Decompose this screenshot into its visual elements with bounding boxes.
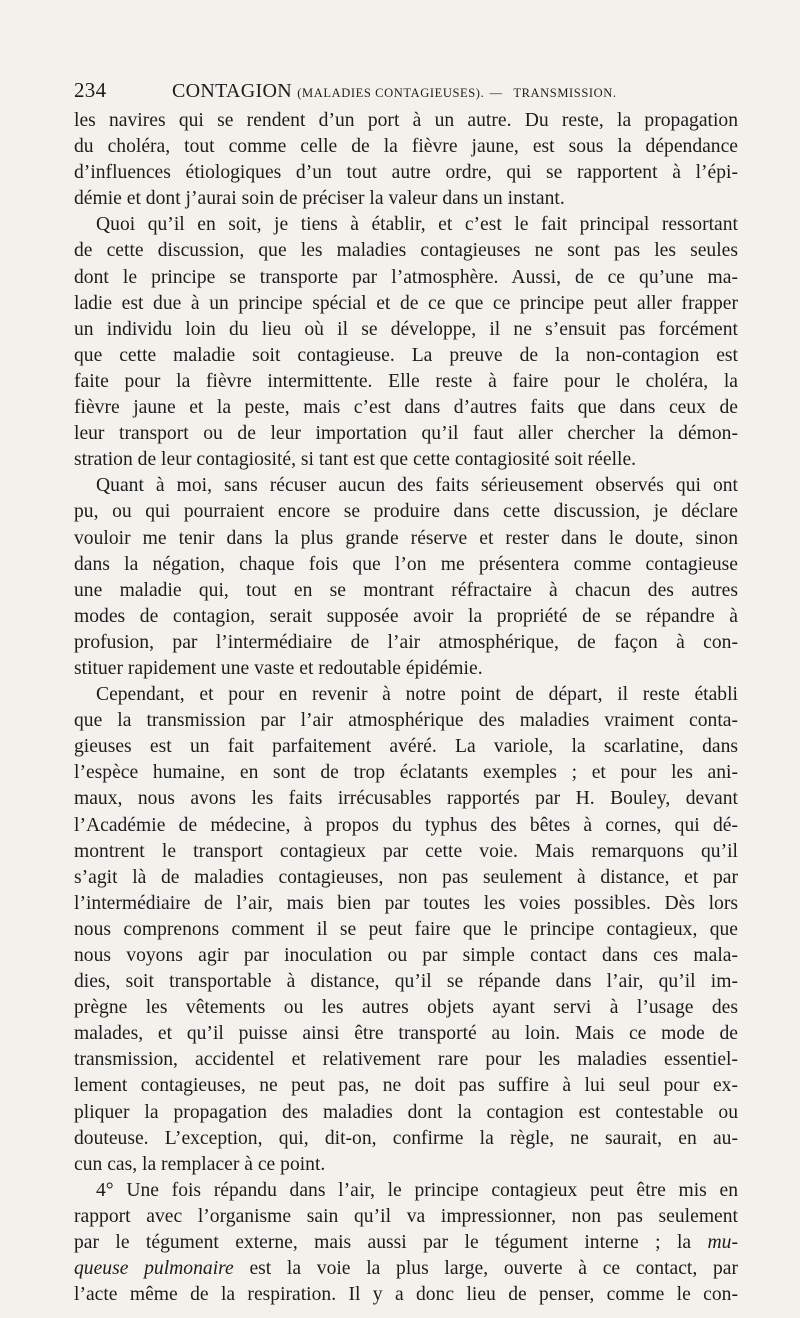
text-line: prègne les vêtements ou les autres objets ayant servi à l’usage des — [74, 997, 738, 1019]
body-text — [74, 108, 738, 1308]
text-line: une maladie qui, tout en se montrant réfractaire à chacun des autres — [74, 579, 738, 601]
text-line: vouloir me tenir dans la plus grande réserve et rester dans le doute, sinon — [74, 527, 738, 549]
text-line: les navires qui se rendent d’un port à un autre. Du reste, la propagation — [74, 110, 738, 131]
text-line: maux, nous avons les faits irrécusables rapportés par H. Bouley, devant — [74, 788, 738, 810]
text-line: ladie est due à un principe spécial et de ce que ce principe peut aller frapper — [74, 292, 738, 314]
text-line: 4° Une fois répandu dans l’air, le principe contagieux peut être mis en — [96, 1179, 738, 1201]
text-line: dont le principe se transporte par l’atmosphère. Aussi, de ce qu’une ma- — [74, 266, 738, 288]
text-line: dies, soit transportable à distance, qu’il se répande dans l’air, qu’il im- — [74, 971, 738, 993]
text-line: Quant à moi, sans récuser aucun des faits sérieusement observés qui ont — [96, 475, 738, 497]
text-line: cun cas, la remplacer à ce point. — [74, 1153, 326, 1175]
text-line: gieuses est un fait parfaitement avéré. La variole, la scarlatine, dans — [74, 736, 738, 758]
text-line: d’influences étiologiques d’un tout autre ordre, qui se rapportent à l’épi- — [74, 162, 738, 184]
page-number: 234 — [74, 78, 107, 102]
text-line: l’espèce humaine, en sont de trop éclatants exemples ; et pour les ani- — [74, 762, 738, 784]
text-line: rapport avec l’organisme sain qu’il va impressionner, non pas seulement — [74, 1205, 738, 1227]
italic-term: queuse pulmonaire — [74, 1258, 234, 1280]
text-line — [74, 1230, 738, 1256]
document-page — [74, 78, 738, 1308]
text-fragment: est la voie la plus large, ouverte à ce contact, par — [249, 1258, 738, 1280]
text-line: Cependant, et pour en revenir à notre point de départ, il reste établi — [96, 684, 738, 706]
text-line: stration de leur contagiosité, si tant est que cette contagiosité soit réelle. — [74, 449, 637, 471]
text-line: l’Académie de médecine, à propos du typhus des bêtes à cornes, qui dé- — [74, 814, 738, 836]
text-line: profusion, par l’intermédiaire de l’air atmosphérique, de façon à con- — [74, 631, 738, 653]
text-line: stituer rapidement une vaste et redoutable épidémie. — [74, 657, 483, 679]
text-line: dans la négation, chaque fois que l’on me présentera comme contagieuse — [74, 553, 738, 575]
italic-term: mu- — [707, 1232, 738, 1254]
header-section: TRANSMISSION. — [513, 86, 617, 100]
text-line: montrent le transport contagieux par cette voie. Mais remarquons qu’il — [74, 840, 738, 862]
text-line: transmission, accidentel et relativement rare pour les maladies essentiel- — [74, 1049, 738, 1071]
text-line: pliquer la propagation des maladies dont la contagion est contestable ou — [74, 1101, 738, 1123]
text-line: que la transmission par l’air atmosphérique des maladies vraiment conta- — [74, 710, 738, 732]
text-line: nous comprenons comment il se peut faire que le principe contagieux, que — [74, 918, 738, 940]
text-fragment: par le tégument externe, mais aussi par le tégument interne ; la — [74, 1232, 692, 1254]
text-line: du choléra, tout comme celle de la fièvre jaune, est sous la dépendance — [74, 136, 738, 158]
text-line: nous voyons agir par inoculation ou par simple contact dans ces mala- — [74, 945, 738, 966]
text-line: leur transport ou de leur importation qu’il faut aller chercher la démon- — [74, 423, 738, 445]
header-subtitle: (MALADIES CONTAGIEUSES). — [297, 86, 485, 100]
text-line: douteuse. L’exception, qui, dit-on, confirme la règle, ne saurait, en au- — [74, 1127, 738, 1149]
text-line: fièvre jaune et la peste, mais c’est dans d’autres faits que dans ceux de — [74, 397, 738, 419]
text-line: faite pour la fièvre intermittente. Elle reste à faire pour le choléra, la — [74, 370, 738, 392]
text-line: l’intermédiaire de l’air, mais bien par toutes les voies possibles. Dès lors — [74, 892, 738, 914]
text-line: lement contagieuses, ne peut pas, ne doit pas suffire à lui seul pour ex- — [74, 1075, 738, 1097]
text-line: pu, ou qui pourraient encore se produire dans cette discussion, je déclare — [74, 501, 738, 523]
text-line: modes de contagion, serait supposée avoir la propriété de se répandre à — [74, 605, 738, 627]
text-line: que cette maladie soit contagieuse. La preuve de la non-contagion est — [74, 344, 738, 366]
text-line: démie et dont j’aurai soin de préciser la valeur dans un instant. — [74, 188, 565, 210]
text-line: de cette discussion, que les maladies contagieuses ne sont pas les seules — [74, 240, 738, 262]
text-line — [74, 1256, 738, 1282]
text-line: s’agit là de maladies contagieuses, non pas seulement à distance, et par — [74, 866, 738, 888]
text-line: l’acte même de la respiration. Il y a donc lieu de penser, comme le con- — [74, 1284, 738, 1306]
running-header — [74, 78, 738, 108]
text-line: un individu loin du lieu où il se développe, il ne s’ensuit pas forcément — [74, 318, 738, 340]
text-line: Quoi qu’il en soit, je tiens à établir, et c’est le fait principal ressortant — [96, 214, 738, 236]
header-separator: — — [489, 86, 503, 100]
header-title: CONTAGION — [172, 80, 292, 102]
text-line: malades, et qu’il puisse ainsi être transporté au loin. Mais ce mode de — [74, 1023, 738, 1045]
